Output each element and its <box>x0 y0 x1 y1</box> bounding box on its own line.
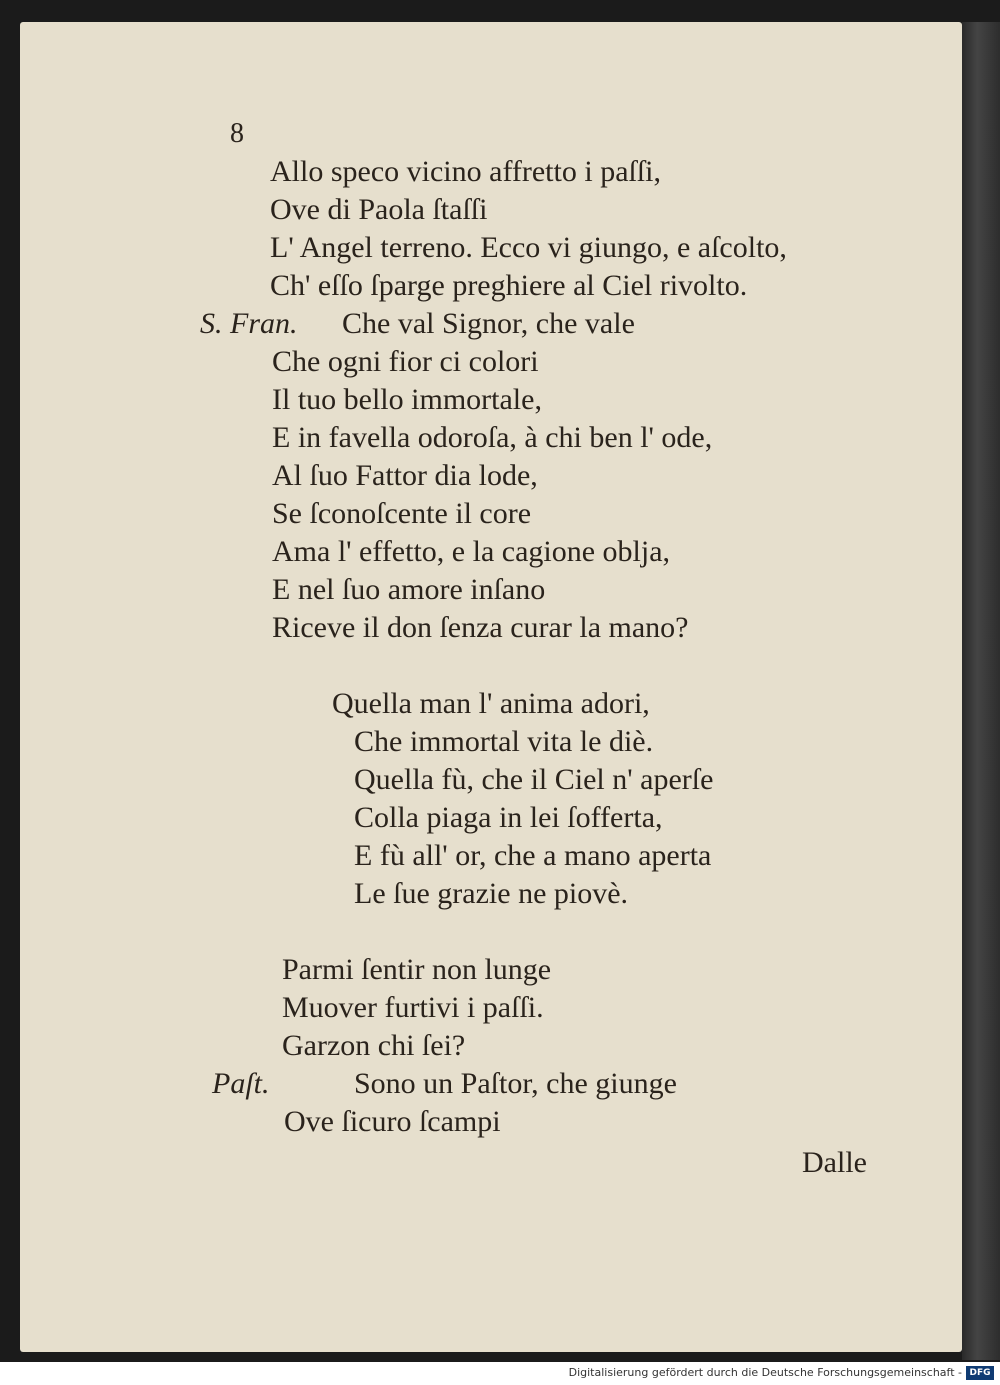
aria-line: Le ſue grazie ne piovè. <box>354 877 629 910</box>
verse-line: Ama l' effetto, e la cagione oblja, <box>272 535 671 568</box>
verse-line: Il tuo bello immortale, <box>272 383 542 416</box>
dfg-logo-icon: DFG <box>966 1366 994 1380</box>
verse-line: E nel ſuo amore inſano <box>272 573 546 606</box>
page-number: 8 <box>230 118 244 149</box>
catchword: Dalle <box>802 1146 867 1179</box>
verse-line: Sono un Paſtor, che giunge <box>354 1067 677 1100</box>
speaker-label: S. Fran. <box>200 307 298 340</box>
verse-line: E in favella odoroſa, à chi ben l' ode, <box>272 421 713 454</box>
verse-line: Al ſuo Fattor dia lode, <box>272 459 538 492</box>
verse-line: Ove di Paola ſtaſſi <box>270 193 488 226</box>
verse-line: Ch' eſſo ſparge preghiere al Ciel rivolto. <box>270 269 748 302</box>
verse-line: Se ſconoſcente il core <box>272 497 532 530</box>
verse-line: Che val Signor, che vale <box>342 307 635 340</box>
funding-notice: Digitalisierung gefördert durch die Deutsche Forschungsgemeinschaft - <box>568 1366 962 1379</box>
aria-line: Che immortal vita le diè. <box>354 725 654 758</box>
book-gutter <box>962 22 1000 1360</box>
verse-line: Muover furtivi i paſſi. <box>282 991 544 1024</box>
speaker-label: Paſt. <box>212 1067 270 1100</box>
aria-line: Quella man l' anima adori, <box>332 687 650 720</box>
aria-line: Colla piaga in lei ſofferta, <box>354 801 663 834</box>
aria-line: Quella fù, che il Ciel n' aperſe <box>354 763 714 796</box>
verse-line: Ove ſicuro ſcampi <box>284 1105 501 1138</box>
footer-bar <box>0 1362 1000 1385</box>
verse-line: Che ogni fior ci colori <box>272 345 539 378</box>
verse-line: Allo speco vicino affretto i paſſi, <box>270 155 662 188</box>
verse-line: Parmi ſentir non lunge <box>282 953 552 986</box>
verse-line: L' Angel terreno. Ecco vi giungo, e aſcolto, <box>270 231 787 264</box>
aria-line: E fù all' or, che a mano aperta <box>354 839 712 872</box>
verse-line: Riceve il don ſenza curar la mano? <box>272 611 689 644</box>
verse-line: Garzon chi ſei? <box>282 1029 466 1062</box>
